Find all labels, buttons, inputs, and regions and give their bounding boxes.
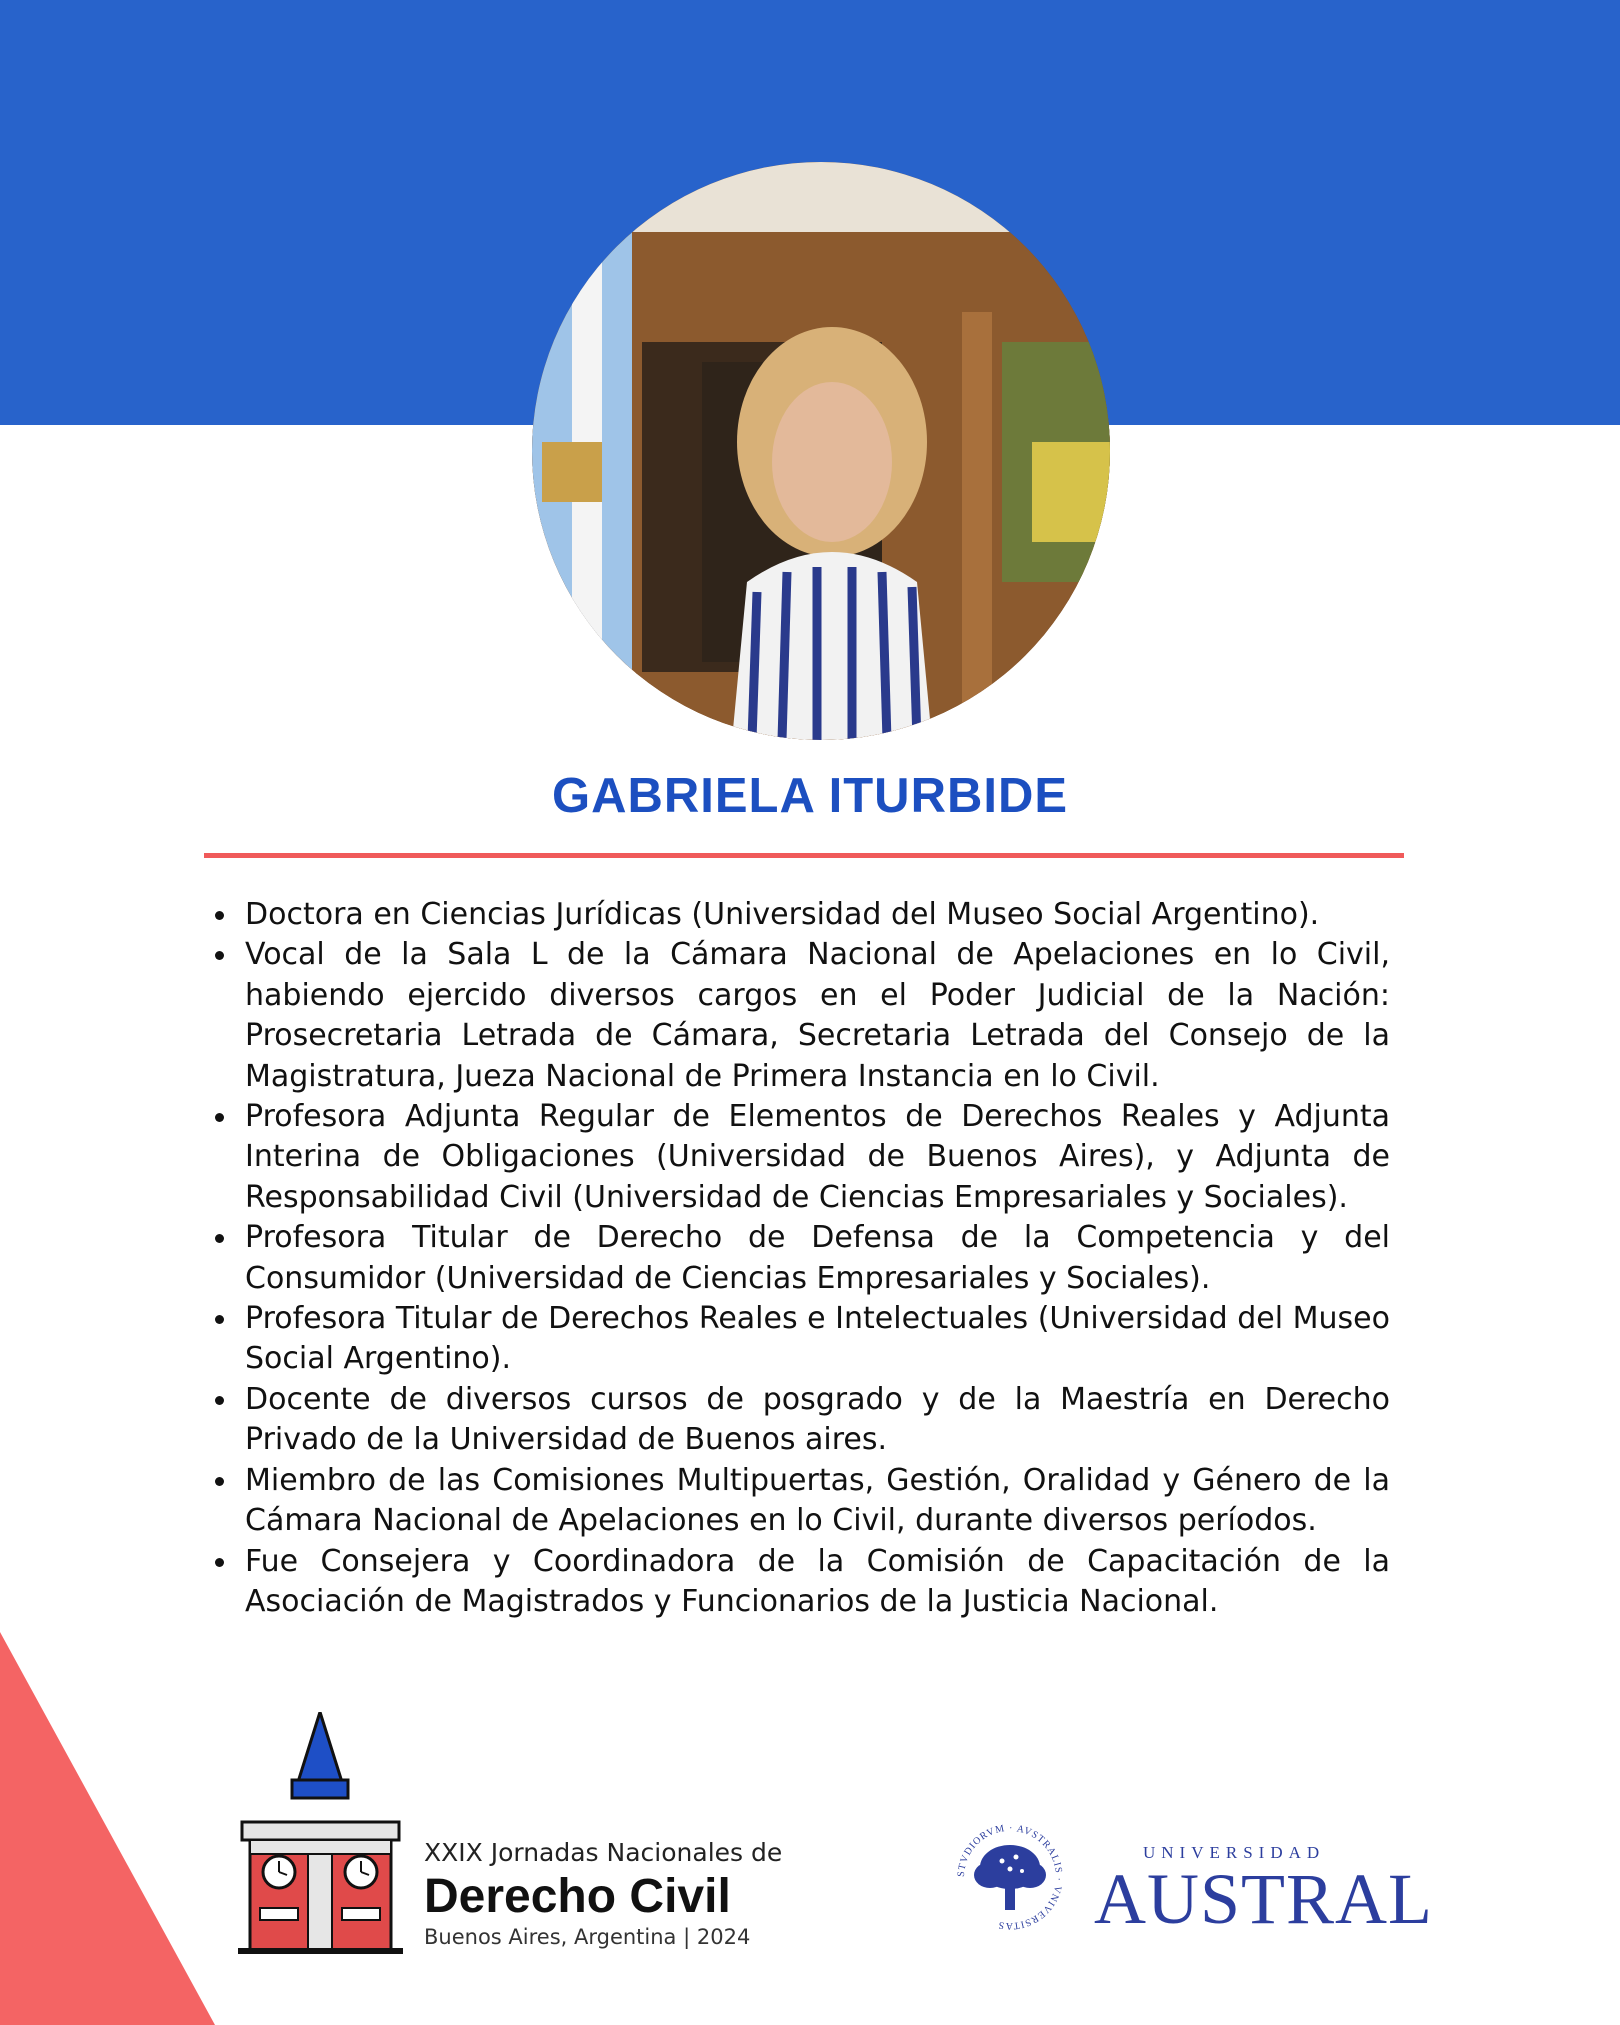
bio-list — [205, 895, 1390, 1622]
university-small-label: UNIVERSIDAD — [1143, 1843, 1326, 1862]
event-title: Derecho Civil — [424, 1870, 731, 1923]
person-name: GABRIELA ITURBIDE — [551, 769, 1069, 823]
austral-seal-icon — [950, 1795, 1070, 1960]
title-divider — [204, 853, 1404, 858]
bio-item: Profesora Adjunta Regular de Elementos de Derechos Reales y Adjunta Interina de Obligaciones (Universidad de Buenos Aires), y Adjunta de Responsabilidad Civil (Universidad de Ciencias Empresariales y Sociales). — [205, 1097, 1390, 1218]
event-subtitle: XXIX Jornadas Nacionales de — [424, 1838, 783, 1867]
profile-photo — [532, 162, 1110, 740]
bio-item: Profesora Titular de Derechos Reales e Intelectuales (Universidad del Museo Social Argentino). — [205, 1299, 1390, 1380]
bio-item: Doctora en Ciencias Jurídicas (Universidad del Museo Social Argentino). — [205, 895, 1390, 935]
event-logo-text — [424, 1838, 814, 1949]
bio-item: Vocal de la Sala L de la Cámara Nacional de Apelaciones en lo Civil, habiendo ejercido diversos cargos en el Poder Judicial de la Nación: Prosecretaria Letrada de Cámara, Secretaria Letrada del Consejo de la Magistratura, Jueza Nacional de Primera Instancia en lo Civil. — [205, 935, 1390, 1097]
seal-text: STVDIORVM · AVSTRALIS · VNIVERSITAS — [955, 1822, 1065, 1932]
bio-item: Docente de diversos cursos de posgrado y de la Maestría en Derecho Privado de la Universidad de Buenos aires. — [205, 1380, 1390, 1461]
university-name: AUSTRAL — [1094, 1859, 1434, 1939]
bio-item: Profesora Titular de Derecho de Defensa de la Competencia y del Consumidor (Universidad de Ciencias Empresariales y Sociales). — [205, 1218, 1390, 1299]
bio-item: Miembro de las Comisiones Multipuertas, Gestión, Oralidad y Género de la Cámara Nacional de Apelaciones en lo Civil, durante diversos períodos. — [205, 1461, 1390, 1542]
bio-item: Fue Consejera y Coordinadora de la Comisión de Capacitación de la Asociación de Magistrados y Funcionarios de la Justicia Nacional. — [205, 1542, 1390, 1623]
clock-tower-icon — [238, 1712, 403, 1956]
event-location-year: Buenos Aires, Argentina | 2024 — [424, 1925, 751, 1949]
